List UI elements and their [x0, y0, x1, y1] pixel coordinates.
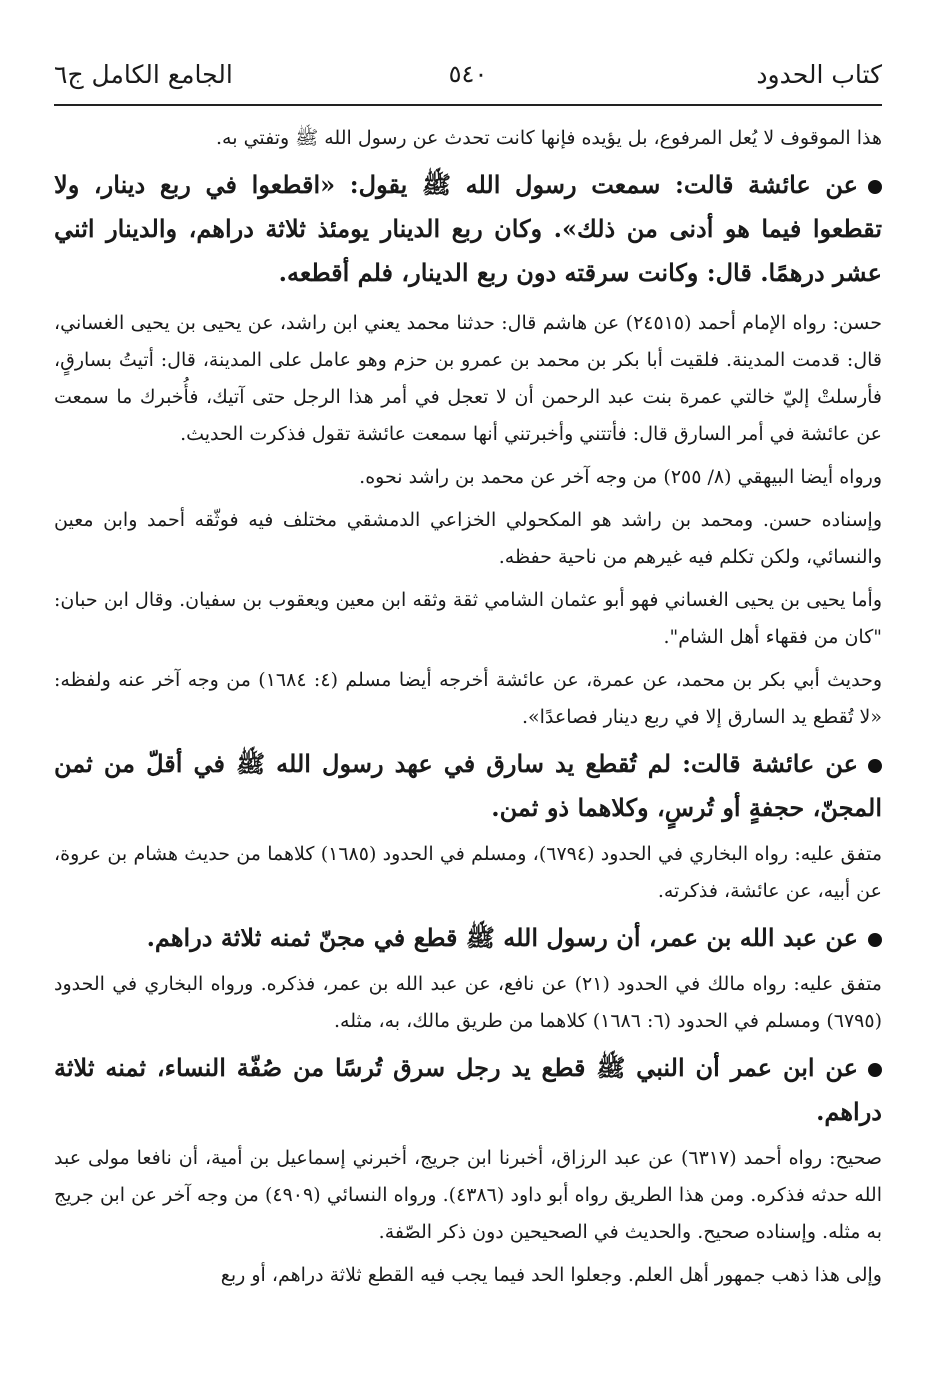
bullet-icon: [868, 759, 882, 773]
page-header: [54, 52, 882, 102]
commentary-paragraph: وأما يحيى بن يحيى الغساني فهو أبو عثمان الشامي ثقة وثقه ابن معين ويعقوب بن سفيان. وقال ابن حبان: "كان من فقهاء أهل الشام".: [54, 589, 882, 648]
commentary-paragraph: وحديث أبي بكر بن محمد، عن عمرة، عن عائشة أخرجه أيضا مسلم (٤: ١٦٨٤) من وجه آخر عنه ولفظه: «لا تُقطع يد السارق إلا في ربع دينار فصاعدًا».: [54, 669, 882, 728]
bullet-icon: [868, 933, 882, 947]
page-number: ٥٤٠: [448, 60, 488, 88]
series-title: الجامع الكامل ج٦: [54, 60, 233, 89]
commentary-paragraph: حسن: رواه الإمام أحمد (٢٤٥١٥) عن هاشم قال: حدثنا محمد يعني ابن راشد، عن يحيى بن يحيى الغساني، قال: قدمت المدينة. فلقيت أبا بكر بن محمد بن عمرو بن حزم وهو عامل على المدينة، قال: أتيتُ بسارقٍ، فأرسلتْ إليّ خالتي عمرة بنت عبد الرحمن أن لا تعجل في أمر هذا الرجل حتى آتيك، فأُخبرك ما سمعت عن عائشة في أمر السارق قال: فأتتني وأخبرتني أنها سمعت عائشة تقول فذكرت الحديث.: [54, 312, 883, 445]
hadith-paragraph: عن عائشة قالت: لم تُقطع يد سارق في عهد رسول الله ﷺ في أقلّ من ثمن المجنّ، حجفةٍ أو تُرسٍ، وكلاهما ذو ثمن.: [54, 749, 882, 822]
book-title: كتاب الحدود: [756, 60, 882, 89]
bullet-icon: [868, 180, 882, 194]
commentary-paragraph: متفق عليه: رواه البخاري في الحدود (٦٧٩٤)، ومسلم في الحدود (١٦٨٥) كلاهما من حديث هشام بن عروة، عن أبيه، عن عائشة، فذكرته.: [54, 843, 882, 902]
bullet-icon: [868, 1063, 882, 1077]
page-body: [54, 120, 882, 1340]
hadith-paragraph: عن عائشة قالت: سمعت رسول الله ﷺ يقول: «اقطعوا في ربع دينار، ولا تقطعوا فيما هو أدنى من ذلك». وكان ربع الدينار يومئذ ثلاثة دراهم، والدينار اثني عشر درهمًا. قال: وكانت سرقته دون ربع الدينار، فلم أقطعه.: [54, 170, 882, 287]
commentary-paragraph: وإلى هذا ذهب جمهور أهل العلم. وجعلوا الحد فيما يجب فيه القطع ثلاثة دراهم، أو ربع: [220, 1264, 882, 1286]
commentary-paragraph: هذا الموقوف لا يُعل المرفوع، بل يؤيده فإنها كانت تحدث عن رسول الله ﷺ وتفتي به.: [216, 127, 882, 149]
header-divider: [54, 104, 882, 106]
hadith-paragraph: عن عبد الله بن عمر، أن رسول الله ﷺ قطع في مجنّ ثمنه ثلاثة دراهم.: [54, 916, 882, 960]
commentary-paragraph: صحيح: رواه أحمد (٦٣١٧) عن عبد الرزاق، أخبرنا ابن جريج، أخبرني إسماعيل بن أمية، أن نافعا مولى عبد الله حدثه فذكره. ومن هذا الطريق رواه أبو داود (٤٣٨٦). ورواه النسائي (٤٩٠٩) من وجه آخر عن ابن جريج به مثله. وإسناده صحيح. والحديث في الصحيحين دون ذكر الصّفة.: [54, 1147, 882, 1243]
commentary-paragraph: ورواه أيضا البيهقي (٨/ ٢٥٥) من وجه آخر عن محمد بن راشد نحوه.: [359, 466, 882, 488]
commentary-paragraph: متفق عليه: رواه مالك في الحدود (٢١) عن نافع، عن عبد الله بن عمر، فذكره. ورواه البخاري في الحدود (٦٧٩٥) ومسلم في الحدود (٦: ١٦٨٦) كلاهما من طريق مالك، به، مثله.: [54, 973, 882, 1032]
hadith-paragraph: عن ابن عمر أن النبي ﷺ قطع يد رجل سرق تُرسًا من صُفّة النساء، ثمنه ثلاثة دراهم.: [54, 1053, 882, 1126]
commentary-paragraph: وإسناده حسن. ومحمد بن راشد هو المكحولي الخزاعي الدمشقي مختلف فيه فوثّقه أحمد وابن معين والنسائي، ولكن تكلم فيه غيرهم من ناحية حفظه.: [54, 509, 882, 568]
